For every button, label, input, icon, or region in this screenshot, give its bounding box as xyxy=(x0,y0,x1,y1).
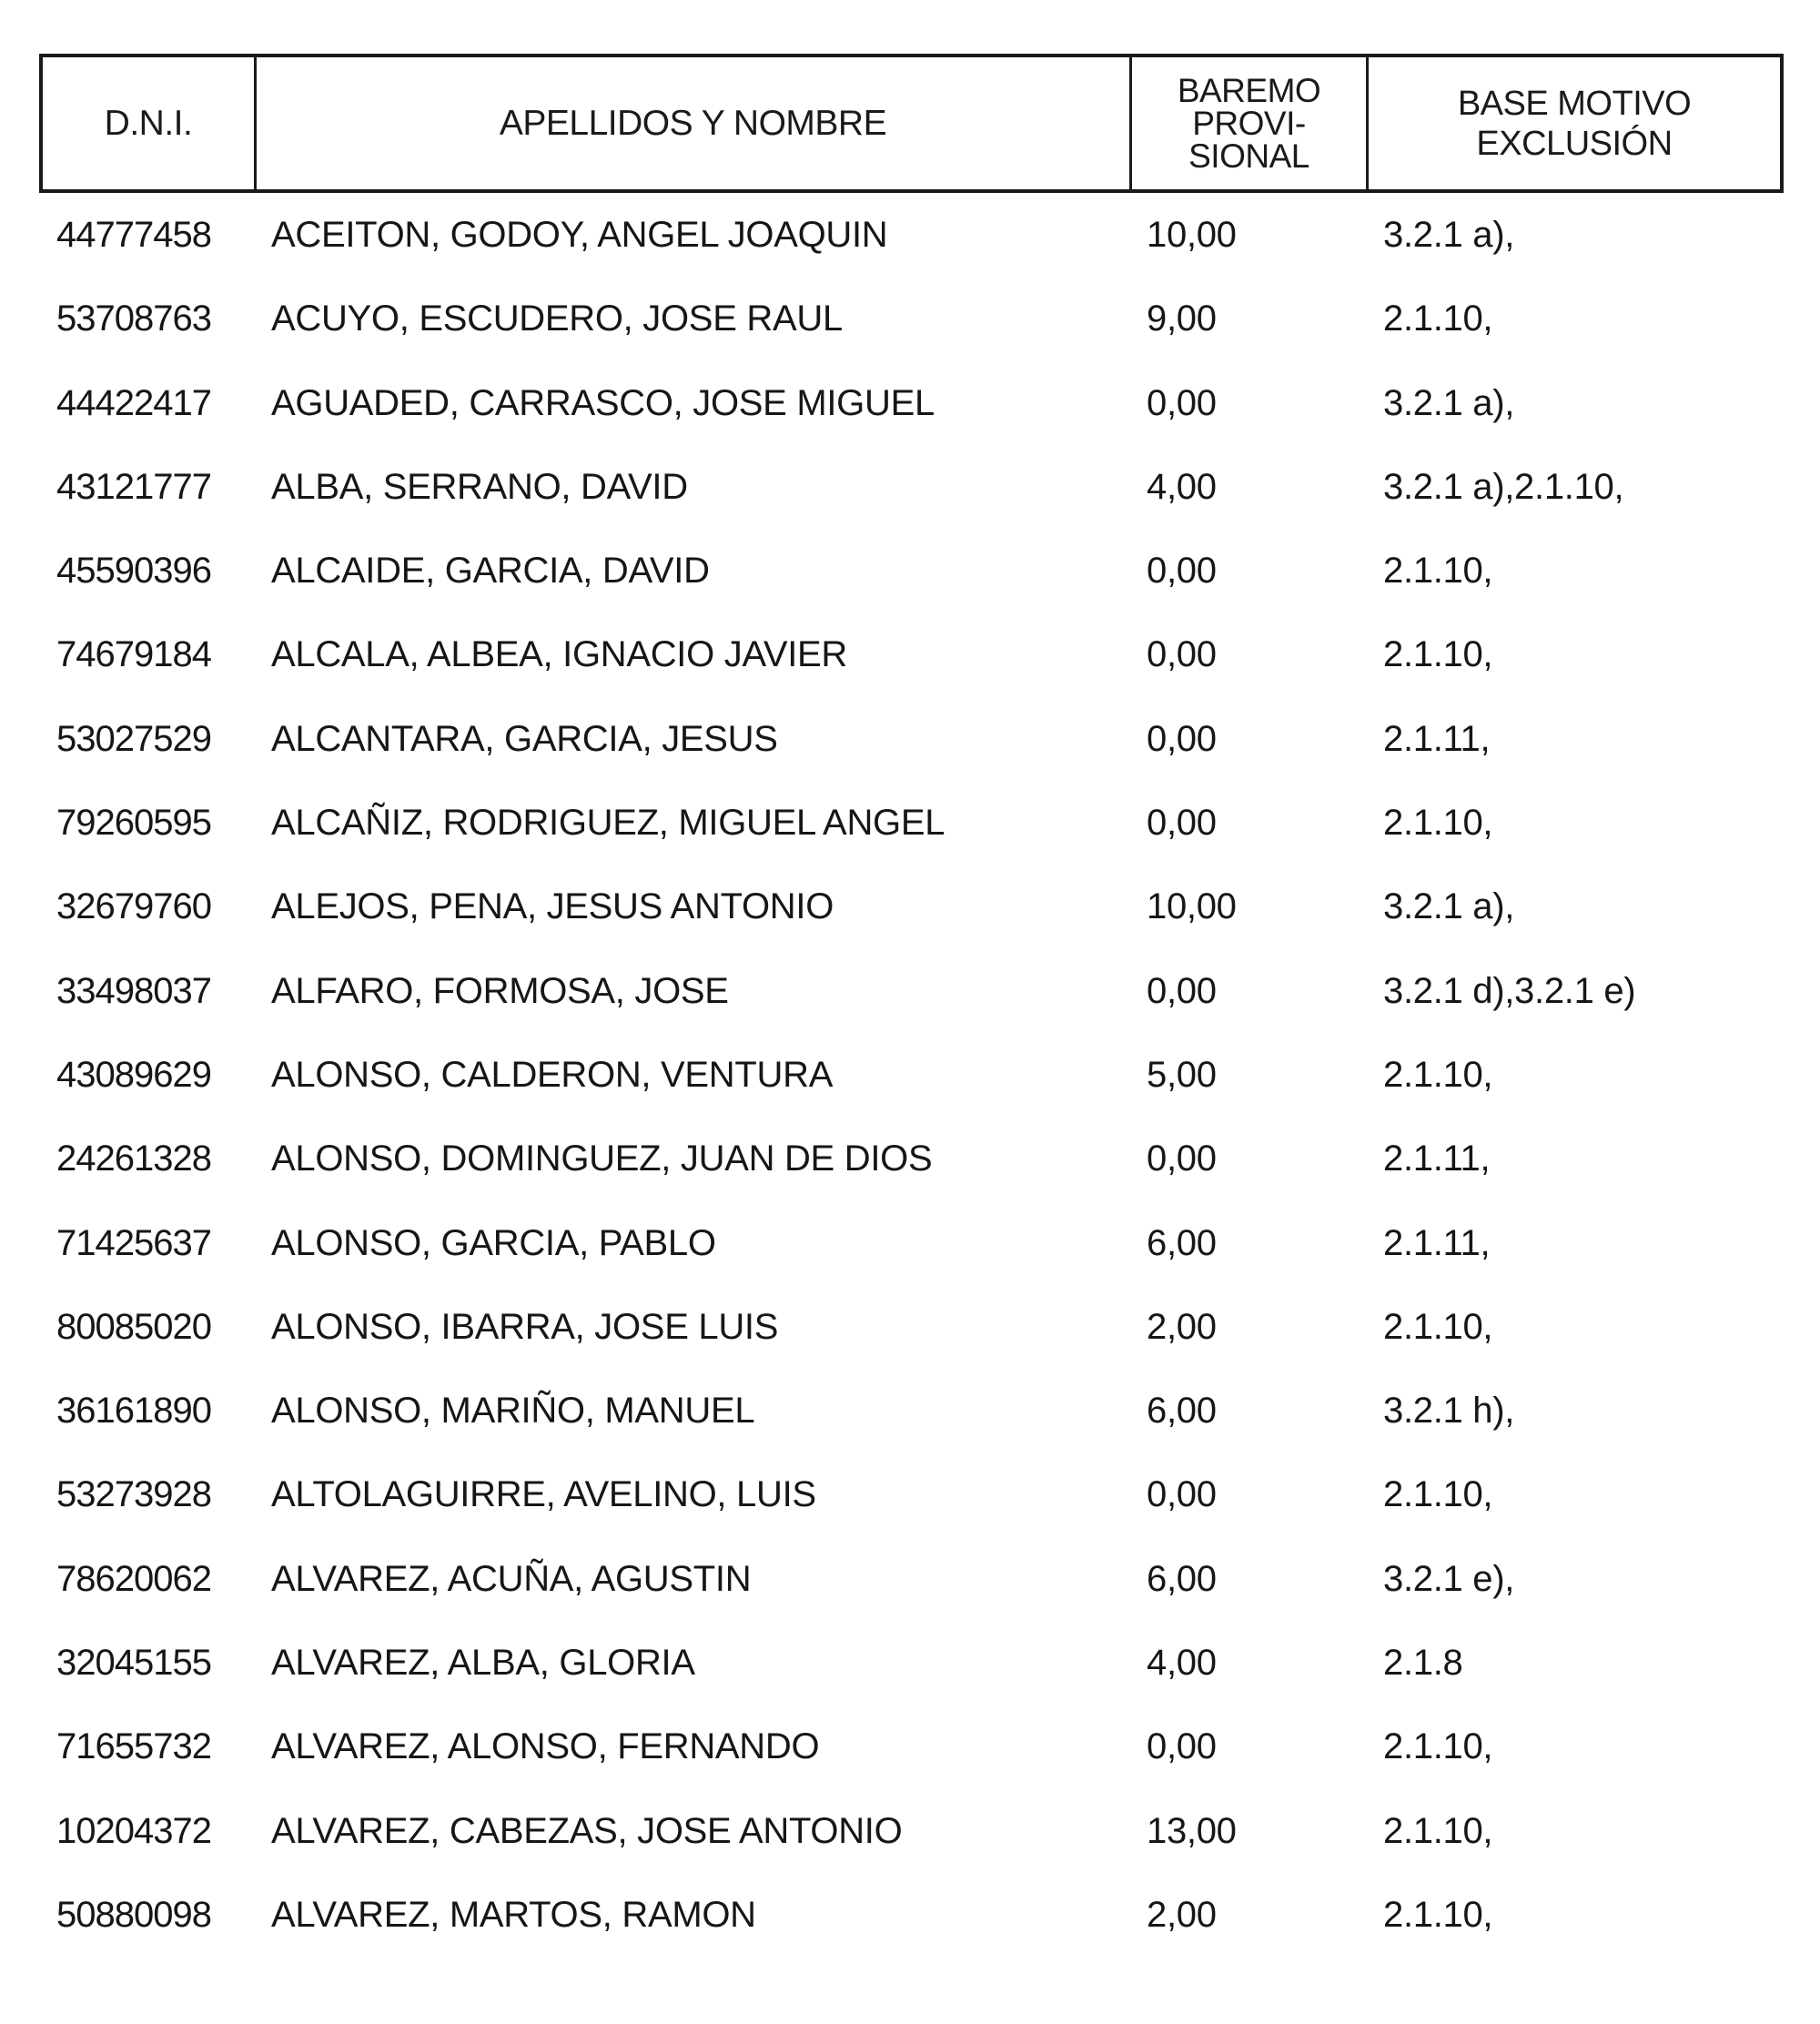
header-name-label: APELLIDOS Y NOMBRE xyxy=(499,104,887,143)
cell-name: ALCALA, ALBEA, IGNACIO JAVIER xyxy=(271,634,848,675)
cell-motivo: 3.2.1 a), xyxy=(1383,382,1515,423)
cell-dni: 32679760 xyxy=(56,886,211,927)
header-dni-label: D.N.I. xyxy=(104,104,193,143)
cell-dni: 44422417 xyxy=(56,382,211,423)
cell-motivo: 2.1.11, xyxy=(1383,718,1491,759)
table-row xyxy=(0,1725,1820,1808)
table-row xyxy=(0,1221,1820,1305)
table-row xyxy=(0,381,1820,465)
cell-name: ALCAIDE, GARCIA, DAVID xyxy=(271,551,710,592)
cell-dni: 71655732 xyxy=(56,1726,211,1767)
cell-dni: 53273928 xyxy=(56,1474,211,1515)
table-header xyxy=(39,54,1784,193)
cell-motivo: 2.1.10, xyxy=(1383,1726,1493,1767)
cell-dni: 45590396 xyxy=(56,551,211,592)
cell-name: ALVAREZ, ALBA, GLORIA xyxy=(271,1643,695,1684)
table-row xyxy=(0,632,1820,716)
cell-motivo: 3.2.1 d),3.2.1 e) xyxy=(1383,970,1636,1011)
header-motivo xyxy=(1366,57,1780,189)
cell-name: ALCANTARA, GARCIA, JESUS xyxy=(271,718,778,759)
table-row xyxy=(0,1809,1820,1893)
cell-name: ALONSO, CALDERON, VENTURA xyxy=(271,1054,834,1095)
cell-baremo: 2,00 xyxy=(1147,1306,1217,1347)
cell-name: ALCAÑIZ, RODRIGUEZ, MIGUEL ANGEL xyxy=(271,803,945,844)
cell-name: ALONSO, MARIÑO, MANUEL xyxy=(271,1391,755,1432)
header-baremo xyxy=(1129,57,1366,189)
header-baremo-line: BAREMO xyxy=(1177,71,1321,109)
cell-motivo: 2.1.10, xyxy=(1383,634,1493,675)
cell-dni: 43089629 xyxy=(56,1054,211,1095)
table-row xyxy=(0,549,1820,632)
cell-motivo: 3.2.1 a), xyxy=(1383,886,1515,927)
cell-baremo: 6,00 xyxy=(1147,1222,1217,1263)
cell-name: ALEJOS, PENA, JESUS ANTONIO xyxy=(271,886,834,927)
cell-name: AGUADED, CARRASCO, JOSE MIGUEL xyxy=(271,382,935,423)
cell-motivo: 3.2.1 a), xyxy=(1383,215,1515,255)
cell-name: ACEITON, GODOY, ANGEL JOAQUIN xyxy=(271,215,888,255)
cell-dni: 10204372 xyxy=(56,1810,211,1851)
cell-baremo: 6,00 xyxy=(1147,1391,1217,1432)
cell-baremo: 0,00 xyxy=(1147,634,1217,675)
cell-dni: 80085020 xyxy=(56,1306,211,1347)
cell-dni: 50880098 xyxy=(56,1894,211,1935)
cell-motivo: 3.2.1 e), xyxy=(1383,1558,1515,1599)
table-row xyxy=(0,1557,1820,1641)
cell-motivo: 2.1.10, xyxy=(1383,1810,1493,1851)
table-row xyxy=(0,1893,1820,1977)
cell-motivo: 2.1.10, xyxy=(1383,803,1493,844)
table-row xyxy=(0,801,1820,885)
cell-name: ALONSO, DOMINGUEZ, JUAN DE DIOS xyxy=(271,1138,933,1179)
cell-dni: 79260595 xyxy=(56,803,211,844)
cell-baremo: 6,00 xyxy=(1147,1558,1217,1599)
cell-motivo: 2.1.10, xyxy=(1383,1894,1493,1935)
cell-baremo: 0,00 xyxy=(1147,718,1217,759)
cell-baremo: 9,00 xyxy=(1147,299,1217,339)
table-row xyxy=(0,1137,1820,1220)
cell-name: ALONSO, IBARRA, JOSE LUIS xyxy=(271,1306,779,1347)
cell-baremo: 0,00 xyxy=(1147,1474,1217,1515)
cell-motivo: 2.1.10, xyxy=(1383,1054,1493,1095)
cell-name: ALBA, SERRANO, DAVID xyxy=(271,466,688,507)
cell-baremo: 0,00 xyxy=(1147,1726,1217,1767)
cell-motivo: 2.1.10, xyxy=(1383,1474,1493,1515)
cell-motivo: 2.1.11, xyxy=(1383,1222,1491,1263)
cell-name: ALONSO, GARCIA, PABLO xyxy=(271,1222,716,1263)
cell-name: ALVAREZ, CABEZAS, JOSE ANTONIO xyxy=(271,1810,903,1851)
header-name xyxy=(254,57,1129,189)
cell-dni: 74679184 xyxy=(56,634,211,675)
cell-baremo: 13,00 xyxy=(1147,1810,1237,1851)
cell-baremo: 0,00 xyxy=(1147,803,1217,844)
cell-dni: 53708763 xyxy=(56,299,211,339)
cell-motivo: 2.1.8 xyxy=(1383,1643,1463,1684)
table-row xyxy=(0,717,1820,801)
header-dni xyxy=(43,57,254,189)
cell-baremo: 2,00 xyxy=(1147,1894,1217,1935)
cell-baremo: 0,00 xyxy=(1147,551,1217,592)
cell-dni: 78620062 xyxy=(56,1558,211,1599)
cell-motivo: 2.1.11, xyxy=(1383,1138,1491,1179)
cell-dni: 24261328 xyxy=(56,1138,211,1179)
cell-motivo: 3.2.1 h), xyxy=(1383,1391,1515,1432)
table-row xyxy=(0,1389,1820,1472)
cell-dni: 71425637 xyxy=(56,1222,211,1263)
table-row xyxy=(0,213,1820,297)
table-row xyxy=(0,1641,1820,1725)
table-row xyxy=(0,885,1820,968)
table-body xyxy=(0,213,1820,1977)
header-motivo-line: EXCLUSIÓN xyxy=(1476,124,1673,163)
table-row xyxy=(0,465,1820,549)
table-row xyxy=(0,297,1820,380)
cell-dni: 36161890 xyxy=(56,1391,211,1432)
cell-name: ALVAREZ, MARTOS, RAMON xyxy=(271,1894,756,1935)
cell-motivo: 3.2.1 a),2.1.10, xyxy=(1383,466,1624,507)
cell-dni: 43121777 xyxy=(56,466,211,507)
cell-name: ACUYO, ESCUDERO, JOSE RAUL xyxy=(271,299,843,339)
cell-name: ALTOLAGUIRRE, AVELINO, LUIS xyxy=(271,1474,816,1515)
cell-baremo: 4,00 xyxy=(1147,466,1217,507)
cell-motivo: 2.1.10, xyxy=(1383,551,1493,592)
cell-baremo: 5,00 xyxy=(1147,1054,1217,1095)
cell-baremo: 0,00 xyxy=(1147,382,1217,423)
cell-name: ALVAREZ, ALONSO, FERNANDO xyxy=(271,1726,820,1767)
cell-baremo: 10,00 xyxy=(1147,215,1237,255)
cell-baremo: 10,00 xyxy=(1147,886,1237,927)
header-motivo-line: BASE MOTIVO xyxy=(1457,84,1692,123)
table-row xyxy=(0,1472,1820,1556)
cell-dni: 32045155 xyxy=(56,1643,211,1684)
cell-dni: 44777458 xyxy=(56,215,211,255)
cell-dni: 53027529 xyxy=(56,718,211,759)
table-row xyxy=(0,1053,1820,1137)
table-row xyxy=(0,1305,1820,1389)
cell-baremo: 0,00 xyxy=(1147,1138,1217,1179)
cell-name: ALVAREZ, ACUÑA, AGUSTIN xyxy=(271,1558,752,1599)
cell-name: ALFARO, FORMOSA, JOSE xyxy=(271,970,729,1011)
cell-motivo: 2.1.10, xyxy=(1383,1306,1493,1347)
header-baremo-line: SIONAL xyxy=(1188,137,1309,175)
header-baremo-line: PROVI- xyxy=(1192,104,1306,142)
cell-motivo: 2.1.10, xyxy=(1383,299,1493,339)
cell-dni: 33498037 xyxy=(56,970,211,1011)
cell-baremo: 0,00 xyxy=(1147,970,1217,1011)
cell-baremo: 4,00 xyxy=(1147,1643,1217,1684)
table-row xyxy=(0,969,1820,1053)
